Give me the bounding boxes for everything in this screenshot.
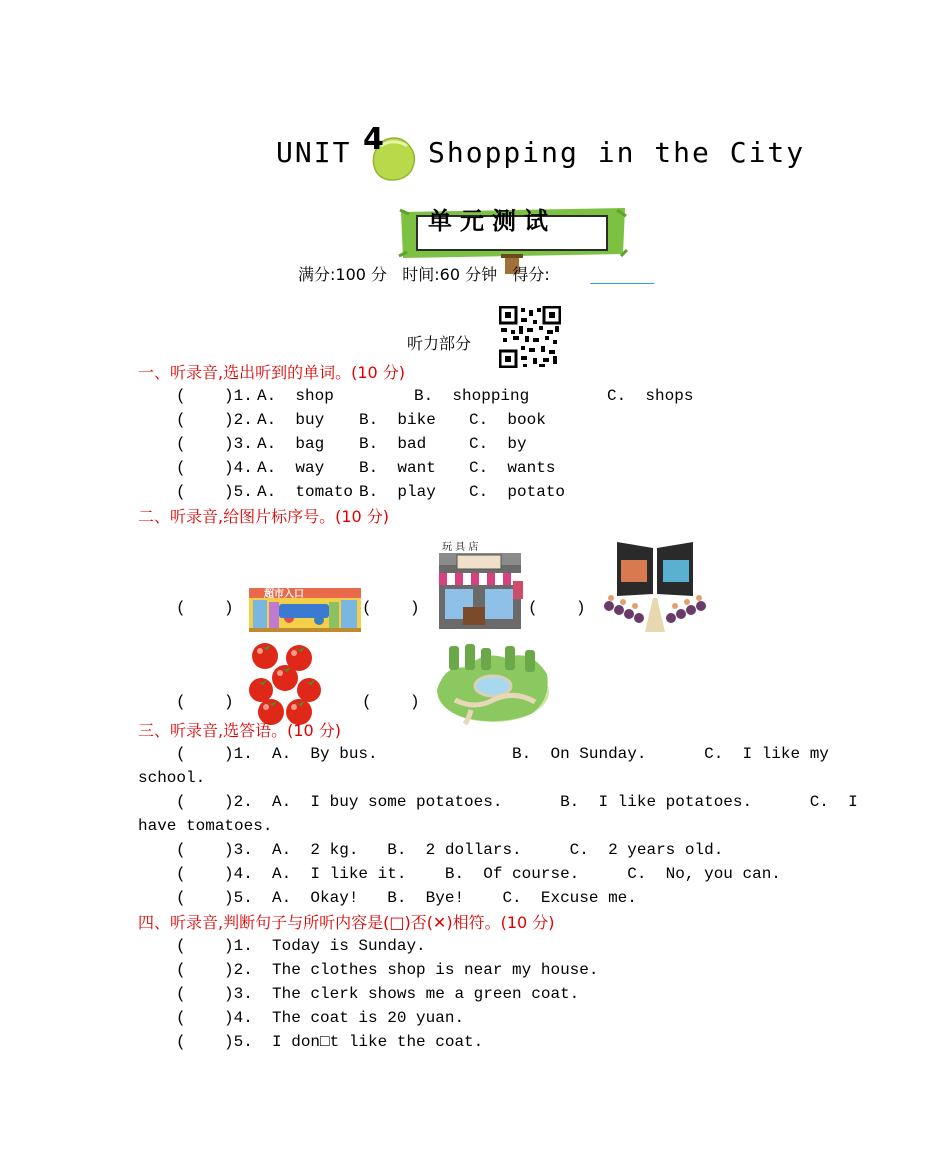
score-blank[interactable] (590, 265, 654, 284)
s4-q3[interactable]: ( )3. The clerk shows me a green coat. (176, 985, 580, 1003)
section2-heading: 二、听录音,给图片标序号。(10 分) (138, 507, 390, 526)
s1-q5-b[interactable]: B. play (359, 483, 436, 501)
qr-code-icon (499, 306, 561, 368)
s2-bracket-1[interactable]: ( ) (176, 599, 234, 617)
score-meta: 满分:100 分 时间:60 分钟 得分: (298, 265, 550, 284)
page-title: Shopping in the City (428, 136, 806, 169)
s1-q2-c[interactable]: C. book (469, 411, 546, 429)
s1-q4-b[interactable]: B. want (359, 459, 436, 477)
supermarket-entrance-image (230, 570, 342, 614)
s3-q5[interactable]: ( )5. A. Okay! B. Bye! C. Excuse me. (176, 889, 637, 907)
s1-q4-a[interactable]: A. way (257, 459, 325, 477)
s1-q4-c[interactable]: C. wants (469, 459, 556, 477)
s3-q4[interactable]: ( )4. A. I like it. B. Of course. C. No, you can. (176, 865, 781, 883)
s1-q2-a[interactable]: A. buy (257, 411, 325, 429)
toy-shop-icon (435, 553, 525, 633)
s1-q1-a[interactable]: A. shop (257, 387, 334, 405)
s3-q2[interactable]: ( )2. A. I buy some potatoes. B. I like potatoes. C. I (176, 793, 858, 811)
s1-q1-num: ( )1. (176, 387, 253, 405)
s3-q3[interactable]: ( )3. A. 2 kg. B. 2 dollars. C. 2 years old. (176, 841, 724, 859)
s1-q2-b[interactable]: B. bike (359, 411, 436, 429)
section3-heading: 三、听录音,选答语。(10 分) (138, 721, 342, 740)
s1-q1-b[interactable]: B. shopping (414, 387, 530, 405)
cinema-image (580, 522, 692, 614)
s1-q3-b[interactable]: B. bad (359, 435, 427, 453)
qr-code (480, 288, 542, 350)
park-icon (435, 640, 551, 726)
tomatoes-image (230, 622, 302, 708)
s1-q3-c[interactable]: C. by (469, 435, 527, 453)
s1-q5-num: ( )5. (176, 483, 253, 501)
listening-label: 听力部分 (407, 334, 472, 353)
s4-q5[interactable]: ( )5. I don□t like the coat. (176, 1033, 484, 1051)
s4-q1[interactable]: ( )1. Today is Sunday. (176, 937, 426, 955)
tomato-icon (249, 640, 321, 726)
cinema-icon (599, 540, 711, 632)
s1-q2-num: ( )2. (176, 411, 253, 429)
s1-q5-a[interactable]: A. tomato (257, 483, 354, 501)
unit-number: 4 (363, 122, 384, 157)
s2-bracket-5[interactable]: ( ) (362, 693, 420, 711)
section4-heading: 四、听录音,判断句子与所听内容是(□)否(✕)相符。(10 分) (138, 913, 555, 932)
toy-shop-sign: 玩 具 店 (442, 542, 479, 553)
s3-q1-cont: school. (138, 769, 206, 787)
supermarket-sign: 超市入口 (264, 589, 304, 600)
s3-q1[interactable]: ( )1. A. By bus. B. On Sunday. C. I like my (176, 745, 829, 763)
s1-q4-num: ( )4. (176, 459, 253, 477)
toy-shop-image (416, 535, 506, 615)
s1-q1-c[interactable]: C. shops (607, 387, 694, 405)
s2-bracket-3[interactable]: ( ) (528, 599, 586, 617)
s4-q4[interactable]: ( )4. The coat is 20 yuan. (176, 1009, 465, 1027)
unit-test-label: 单元测试 (428, 207, 556, 235)
s1-q3-num: ( )3. (176, 435, 253, 453)
s4-q2[interactable]: ( )2. The clothes shop is near my house. (176, 961, 599, 979)
section1-heading: 一、听录音,选出听到的单词。(10 分) (138, 363, 406, 382)
park-image (416, 622, 532, 708)
s3-q2-cont: have tomatoes. (138, 817, 273, 835)
unit-test-badge (378, 188, 610, 258)
s2-bracket-4[interactable]: ( ) (176, 693, 234, 711)
unit-number-badge (352, 118, 398, 164)
s2-bracket-2[interactable]: ( ) (362, 599, 420, 617)
s1-q5-c[interactable]: C. potato (469, 483, 566, 501)
unit-label: UNIT (276, 136, 352, 169)
s1-q3-a[interactable]: A. bag (257, 435, 325, 453)
